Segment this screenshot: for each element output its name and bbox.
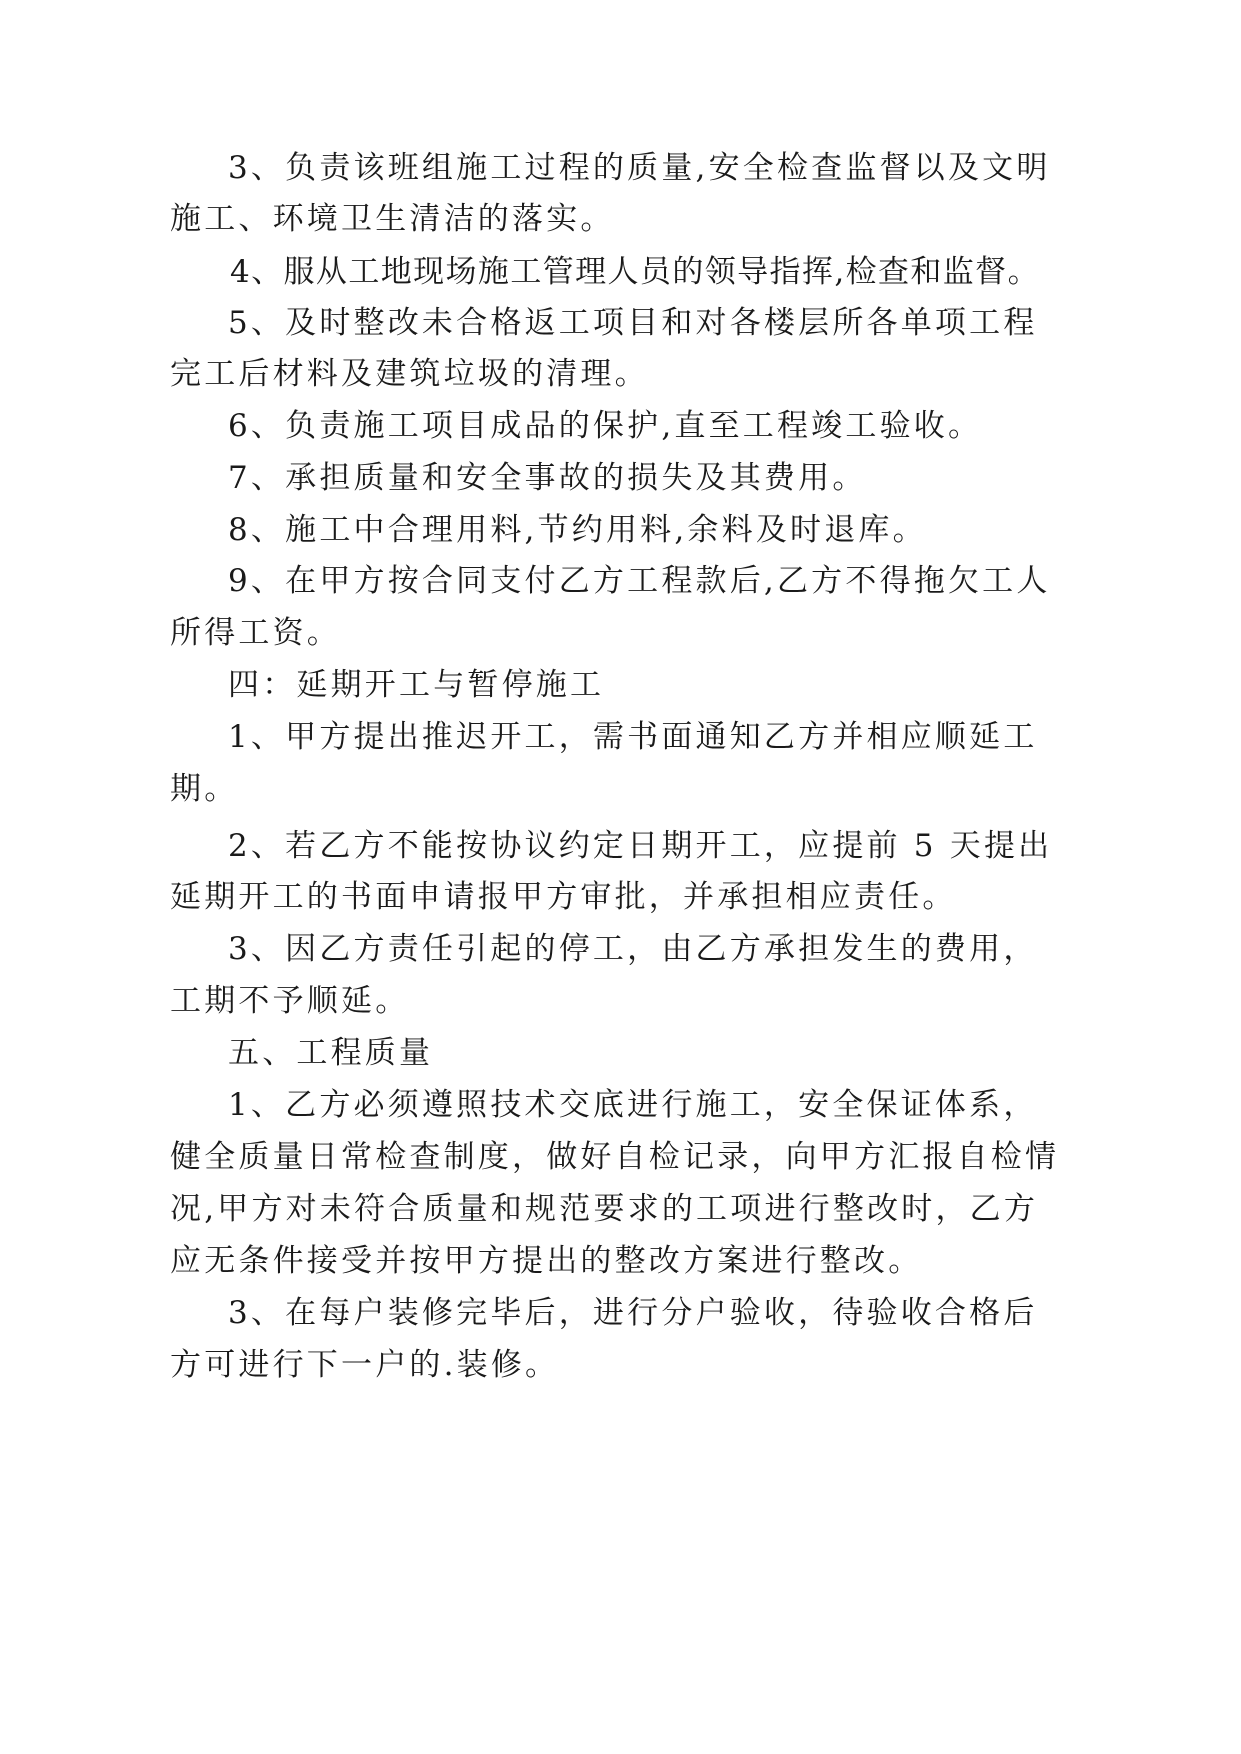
text-line: 施工、环境卫生清洁的落实。 bbox=[170, 201, 615, 237]
text-line: 6、负责施工项目成品的保护,直至工程竣工验收。 bbox=[228, 408, 983, 444]
text-line: 2、若乙方不能按协议约定日期开工，应提前 5 天提出 bbox=[228, 828, 1053, 864]
text-line: 4、服从工地现场施工管理人员的领导指挥,检查和监督。 bbox=[230, 254, 1040, 290]
text-line: 3、负责该班组施工过程的质量,安全检查监督以及文明 bbox=[228, 150, 1051, 186]
text-line: 所得工资。 bbox=[170, 615, 341, 651]
text-line: 工期不予顺延。 bbox=[170, 983, 410, 1019]
text-line: 健全质量日常检查制度，做好自检记录，向甲方汇报自检情 bbox=[170, 1139, 1060, 1175]
section-heading: 五、工程质量 bbox=[228, 1035, 434, 1071]
text-line: 9、在甲方按合同支付乙方工程款后,乙方不得拖欠工人 bbox=[228, 563, 1051, 599]
text-line: 期。 bbox=[170, 771, 239, 807]
text-line: 况,甲方对未符合质量和规范要求的工项进行整改时，乙方 bbox=[170, 1191, 1039, 1227]
text-line: 1、甲方提出推迟开工，需书面通知乙方并相应顺延工 bbox=[228, 719, 1038, 755]
text-line: 8、施工中合理用料,节约用料,余料及时退库。 bbox=[228, 512, 927, 548]
text-line: 5、及时整改未合格返工项目和对各楼层所各单项工程 bbox=[228, 305, 1038, 341]
text-line: 方可进行下一户的.装修。 bbox=[170, 1347, 560, 1383]
text-line: 3、在每户装修完毕后，进行分户验收，待验收合格后 bbox=[228, 1295, 1038, 1331]
text-line: 应无条件接受并按甲方提出的整改方案进行整改。 bbox=[170, 1243, 923, 1279]
text-line: 完工后材料及建筑垃圾的清理。 bbox=[170, 356, 649, 392]
text-line: 延期开工的书面申请报甲方审批，并承担相应责任。 bbox=[170, 879, 957, 915]
section-heading: 四：延期开工与暂停施工 bbox=[228, 667, 605, 703]
text-line: 7、承担质量和安全事故的损失及其费用。 bbox=[228, 460, 867, 496]
text-line: 3、因乙方责任引起的停工，由乙方承担发生的费用， bbox=[228, 931, 1038, 967]
text-line: 1、乙方必须遵照技术交底进行施工，安全保证体系， bbox=[228, 1087, 1038, 1123]
